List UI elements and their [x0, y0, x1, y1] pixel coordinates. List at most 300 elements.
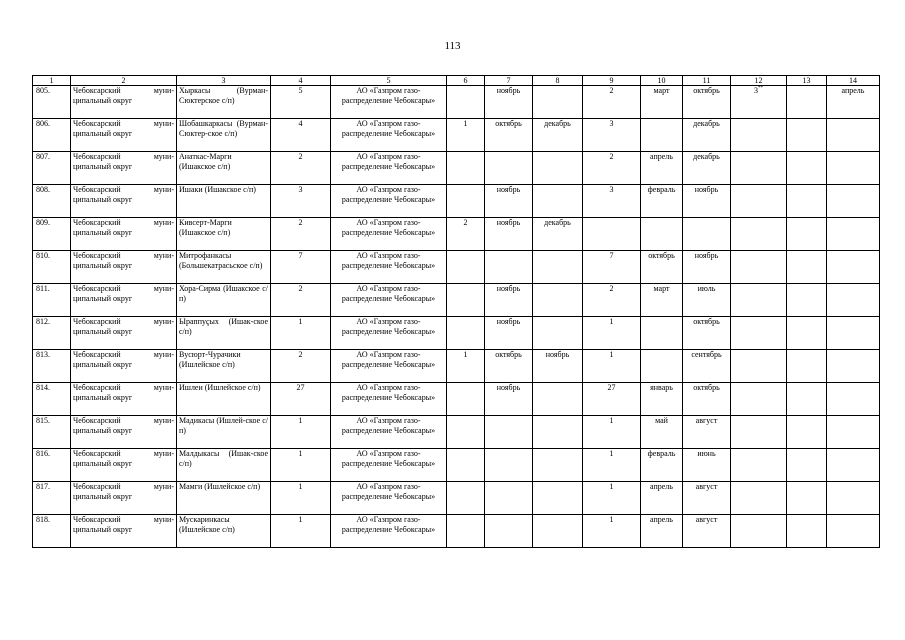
- settlement-cell: [177, 515, 271, 548]
- col7-cell: [485, 383, 533, 416]
- col9-cell: [583, 350, 641, 383]
- district-cell: [71, 515, 177, 548]
- col11-cell-text: октябрь: [693, 317, 720, 326]
- col14-cell-text: апрель: [841, 86, 865, 95]
- district-cell: [71, 449, 177, 482]
- households-cell-text: 3: [298, 185, 303, 194]
- col7-cell-text: ноябрь: [496, 218, 521, 227]
- col7-cell-text: октябрь: [495, 119, 522, 128]
- organization-cell-text: АО «Газпром газо-распределение Чебоксары»: [341, 152, 436, 171]
- col7-cell: [485, 515, 533, 548]
- col8-cell: [533, 416, 583, 449]
- organization-cell-text: АО «Газпром газо-распределение Чебоксары»: [341, 515, 436, 534]
- col11-cell-text: ноябрь: [694, 251, 719, 260]
- settlement-cell-text: Ишаки (Ишакское с/п): [179, 185, 256, 194]
- col7-cell: [485, 119, 533, 152]
- organization-cell: [331, 416, 447, 449]
- col6-cell: [447, 86, 485, 119]
- row-number-text: 817.: [36, 482, 50, 491]
- column-number: 4: [271, 76, 331, 86]
- col12-cell: [731, 350, 787, 383]
- row-number: [33, 251, 71, 284]
- col7-cell: [485, 86, 533, 119]
- col11-cell-text: август: [695, 416, 718, 425]
- col10-cell-text: апрель: [650, 482, 673, 491]
- col9-cell: [583, 218, 641, 251]
- column-number: 10: [641, 76, 683, 86]
- row-number: [33, 350, 71, 383]
- organization-cell: [331, 152, 447, 185]
- col8-cell: [533, 350, 583, 383]
- col13-cell: [787, 449, 827, 482]
- district-cell: [71, 383, 177, 416]
- row-number-text: 812.: [36, 317, 50, 326]
- col8-cell-text: декабрь: [544, 218, 571, 227]
- col6-cell: [447, 284, 485, 317]
- col10-cell: [641, 218, 683, 251]
- organization-cell: [331, 383, 447, 416]
- col6-cell-text: 2: [463, 218, 468, 227]
- col9-cell: [583, 251, 641, 284]
- households-cell-text: 2: [298, 152, 303, 161]
- district-cell-text: Чебоксарский муни-ципальный округ: [73, 482, 174, 501]
- col6-cell: [447, 416, 485, 449]
- col11-cell: [683, 251, 731, 284]
- column-number: 9: [583, 76, 641, 86]
- col9-cell-text: 1: [609, 350, 614, 359]
- col8-cell: [533, 251, 583, 284]
- col12-cell: [731, 119, 787, 152]
- col7-cell-text: ноябрь: [496, 185, 521, 194]
- settlement-cell-text: Малдыкасы (Ишак-ское с/п): [179, 449, 268, 468]
- column-number: 7: [485, 76, 533, 86]
- settlement-cell-text: Мамги (Ишлейское с/п): [179, 482, 261, 491]
- settlement-cell: [177, 383, 271, 416]
- settlement-cell-text: Вусюрт-Чурачики (Ишлейское с/п): [179, 350, 241, 369]
- col13-cell: [787, 185, 827, 218]
- table-row: [33, 86, 880, 119]
- row-number: [33, 152, 71, 185]
- households-cell-text: 1: [298, 515, 303, 524]
- col13-cell: [787, 86, 827, 119]
- col14-cell: [827, 152, 880, 185]
- col12-cell: [731, 284, 787, 317]
- col13-cell: [787, 350, 827, 383]
- col10-cell: [641, 185, 683, 218]
- households-cell-text: 1: [298, 482, 303, 491]
- col9-cell-text: 7: [609, 251, 614, 260]
- households-cell: [271, 152, 331, 185]
- organization-cell-text: АО «Газпром газо-распределение Чебоксары»: [341, 185, 436, 204]
- col8-cell-text: декабрь: [544, 119, 571, 128]
- households-cell-text: 1: [298, 317, 303, 326]
- settlement-cell-text: Ыраппуҫых (Ишак-ское с/п): [179, 317, 268, 336]
- col13-cell: [787, 383, 827, 416]
- table-row: [33, 317, 880, 350]
- district-cell: [71, 218, 177, 251]
- col11-cell-text: октябрь: [693, 383, 720, 392]
- col9-cell-text: 2: [609, 284, 614, 293]
- col11-cell-text: июнь: [697, 449, 716, 458]
- data-table: [32, 75, 880, 548]
- col7-cell: [485, 416, 533, 449]
- settlement-cell: [177, 218, 271, 251]
- organization-cell-text: АО «Газпром газо-распределение Чебоксары»: [341, 449, 436, 468]
- col13-cell: [787, 152, 827, 185]
- col6-cell: [447, 350, 485, 383]
- district-cell-text: Чебоксарский муни-ципальный округ: [73, 218, 174, 237]
- organization-cell: [331, 119, 447, 152]
- row-number: [33, 515, 71, 548]
- households-cell: [271, 482, 331, 515]
- organization-cell: [331, 515, 447, 548]
- col6-cell: [447, 317, 485, 350]
- row-number: [33, 482, 71, 515]
- col8-cell: [533, 317, 583, 350]
- district-cell-text: Чебоксарский муни-ципальный округ: [73, 317, 174, 336]
- organization-cell-text: АО «Газпром газо-распределение Чебоксары»: [341, 416, 436, 435]
- column-number: 2: [71, 76, 177, 86]
- col7-cell-text: ноябрь: [496, 86, 521, 95]
- organization-cell-text: АО «Газпром газо-распределение Чебоксары»: [341, 218, 436, 237]
- row-number-text: 811.: [36, 284, 50, 293]
- table-row: [33, 449, 880, 482]
- col9-cell-text: 3: [609, 119, 614, 128]
- col10-cell: [641, 119, 683, 152]
- organization-cell: [331, 317, 447, 350]
- col9-cell: [583, 482, 641, 515]
- col6-cell: [447, 185, 485, 218]
- households-cell-text: 1: [298, 416, 303, 425]
- organization-cell: [331, 482, 447, 515]
- col6-cell: [447, 383, 485, 416]
- col10-cell-text: апрель: [650, 515, 673, 524]
- col9-cell: [583, 119, 641, 152]
- page-number: 113: [444, 40, 461, 52]
- organization-cell: [331, 185, 447, 218]
- col13-cell: [787, 218, 827, 251]
- col10-cell: [641, 449, 683, 482]
- row-number: [33, 449, 71, 482]
- col10-cell-text: апрель: [650, 152, 673, 161]
- col10-cell-text: март: [653, 284, 670, 293]
- col14-cell: [827, 482, 880, 515]
- col7-cell: [485, 185, 533, 218]
- col13-cell: [787, 416, 827, 449]
- col8-cell: [533, 383, 583, 416]
- col14-cell: [827, 515, 880, 548]
- organization-cell: [331, 350, 447, 383]
- households-cell-text: 27: [296, 383, 305, 392]
- col11-cell: [683, 284, 731, 317]
- column-number: 6: [447, 76, 485, 86]
- col9-cell-text: 27: [607, 383, 616, 392]
- col7-cell: [485, 317, 533, 350]
- households-cell: [271, 317, 331, 350]
- col12-cell: [731, 185, 787, 218]
- col10-cell: [641, 482, 683, 515]
- district-cell: [71, 482, 177, 515]
- col12-cell: [731, 416, 787, 449]
- col11-cell: [683, 350, 731, 383]
- organization-cell: [331, 218, 447, 251]
- district-cell-text: Чебоксарский муни-ципальный округ: [73, 119, 174, 138]
- settlement-cell-text: Шобашкаркасы (Вурман-Сюктер-ское с/п): [179, 119, 268, 138]
- col11-cell-text: октябрь: [693, 86, 720, 95]
- col13-cell: [787, 284, 827, 317]
- organization-cell-text: АО «Газпром газо-распределение Чебоксары»: [341, 350, 436, 369]
- district-cell-text: Чебоксарский муни-ципальный округ: [73, 383, 174, 402]
- col11-cell: [683, 317, 731, 350]
- col9-cell-text: 1: [609, 515, 614, 524]
- organization-cell: [331, 251, 447, 284]
- district-cell-text: Чебоксарский муни-ципальный округ: [73, 185, 174, 204]
- col12-cell: [731, 152, 787, 185]
- row-number: [33, 317, 71, 350]
- district-cell-text: Чебоксарский муни-ципальный округ: [73, 251, 174, 270]
- col7-cell: [485, 152, 533, 185]
- col7-cell: [485, 482, 533, 515]
- col7-cell-text: ноябрь: [496, 317, 521, 326]
- col7-cell-text: октябрь: [495, 350, 522, 359]
- col14-cell: [827, 185, 880, 218]
- col9-cell-text: 2: [609, 86, 614, 95]
- col11-cell: [683, 152, 731, 185]
- households-cell: [271, 350, 331, 383]
- col6-cell: [447, 482, 485, 515]
- col9-cell: [583, 416, 641, 449]
- col11-cell: [683, 449, 731, 482]
- district-cell-text: Чебоксарский муни-ципальный округ: [73, 284, 174, 303]
- col7-cell: [485, 284, 533, 317]
- col10-cell: [641, 515, 683, 548]
- settlement-cell: [177, 152, 271, 185]
- settlement-cell-text: Кивсерт-Марги (Ишакское с/п): [179, 218, 232, 237]
- col14-cell: [827, 86, 880, 119]
- district-cell: [71, 416, 177, 449]
- col8-cell: [533, 482, 583, 515]
- col8-cell: [533, 449, 583, 482]
- col12-cell: [731, 251, 787, 284]
- table-row: [33, 284, 880, 317]
- row-number-text: 809.: [36, 218, 50, 227]
- households-cell-text: 7: [298, 251, 303, 260]
- households-cell: [271, 218, 331, 251]
- households-cell: [271, 449, 331, 482]
- col10-cell: [641, 251, 683, 284]
- households-cell: [271, 515, 331, 548]
- column-number: 13: [787, 76, 827, 86]
- col11-cell: [683, 515, 731, 548]
- row-number-text: 818.: [36, 515, 50, 524]
- settlement-cell-text: Мадикасы (Ишлей-ское с/п): [179, 416, 268, 435]
- col14-cell: [827, 251, 880, 284]
- table-row: [33, 251, 880, 284]
- column-number: 12: [731, 76, 787, 86]
- col14-cell: [827, 449, 880, 482]
- column-number: 11: [683, 76, 731, 86]
- table-row: [33, 218, 880, 251]
- col10-cell-text: февраль: [647, 185, 676, 194]
- col11-cell: [683, 383, 731, 416]
- col14-cell: [827, 317, 880, 350]
- table-row: [33, 350, 880, 383]
- row-number-text: 810.: [36, 251, 50, 260]
- district-cell-text: Чебоксарский муни-ципальный округ: [73, 515, 174, 534]
- col6-cell: [447, 251, 485, 284]
- organization-cell-text: АО «Газпром газо-распределение Чебоксары»: [341, 119, 436, 138]
- households-cell-text: 2: [298, 218, 303, 227]
- col11-cell-text: август: [695, 515, 718, 524]
- col11-cell-text: июль: [697, 284, 716, 293]
- organization-cell: [331, 284, 447, 317]
- col8-cell: [533, 119, 583, 152]
- col8-cell-text: ноябрь: [545, 350, 570, 359]
- col11-cell: [683, 86, 731, 119]
- col13-cell: [787, 482, 827, 515]
- households-cell: [271, 251, 331, 284]
- district-cell-text: Чебоксарский муни-ципальный округ: [73, 416, 174, 435]
- settlement-cell: [177, 86, 271, 119]
- col6-cell: [447, 152, 485, 185]
- col8-cell: [533, 86, 583, 119]
- column-number: 3: [177, 76, 271, 86]
- col11-cell: [683, 185, 731, 218]
- settlement-cell-text: Хыркасы (Вурман-Сюктерское с/п): [179, 86, 268, 105]
- settlement-cell-text: Хора-Сирма (Ишакское с/п): [179, 284, 268, 303]
- settlement-cell: [177, 284, 271, 317]
- col12-cell: [731, 482, 787, 515]
- settlement-cell: [177, 482, 271, 515]
- settlement-cell-text: Митрофанкасы (Большекатрасьское с/п): [179, 251, 263, 270]
- col10-cell-text: май: [655, 416, 668, 425]
- organization-cell-text: АО «Газпром газо-распределение Чебоксары»: [341, 86, 436, 105]
- col10-cell: [641, 416, 683, 449]
- row-number-text: 813.: [36, 350, 50, 359]
- col13-cell: [787, 515, 827, 548]
- households-cell: [271, 185, 331, 218]
- col7-cell: [485, 251, 533, 284]
- row-number-text: 816.: [36, 449, 50, 458]
- col10-cell: [641, 284, 683, 317]
- col9-cell-text: 1: [609, 449, 614, 458]
- column-number: 14: [827, 76, 880, 86]
- col6-cell: [447, 515, 485, 548]
- col14-cell: [827, 119, 880, 152]
- district-cell-text: Чебоксарский муни-ципальный округ: [73, 449, 174, 468]
- settlement-cell: [177, 119, 271, 152]
- col7-cell-text: ноябрь: [496, 284, 521, 293]
- col8-cell: [533, 284, 583, 317]
- settlement-cell: [177, 251, 271, 284]
- col7-cell-text: ноябрь: [496, 383, 521, 392]
- col14-cell: [827, 416, 880, 449]
- row-number-text: 808.: [36, 185, 50, 194]
- col8-cell: [533, 218, 583, 251]
- col9-cell-text: 1: [609, 416, 614, 425]
- col13-cell: [787, 317, 827, 350]
- households-cell-text: 5: [298, 86, 303, 95]
- col9-cell-text: 1: [609, 482, 614, 491]
- col14-cell: [827, 218, 880, 251]
- col12-cell: [731, 383, 787, 416]
- col10-cell: [641, 317, 683, 350]
- organization-cell-text: АО «Газпром газо-распределение Чебоксары»: [341, 383, 436, 402]
- col10-cell-text: февраль: [647, 449, 676, 458]
- col9-cell: [583, 185, 641, 218]
- col11-cell-text: август: [695, 482, 718, 491]
- households-cell: [271, 383, 331, 416]
- row-number-text: 814.: [36, 383, 50, 392]
- households-cell: [271, 416, 331, 449]
- organization-cell: [331, 449, 447, 482]
- col10-cell-text: январь: [650, 383, 673, 392]
- col6-cell: [447, 119, 485, 152]
- col12-cell-text: 3: [754, 86, 758, 95]
- col11-cell: [683, 218, 731, 251]
- table-row: [33, 416, 880, 449]
- households-cell-text: 4: [298, 119, 303, 128]
- col9-cell: [583, 515, 641, 548]
- district-cell: [71, 317, 177, 350]
- col6-cell-text: 1: [463, 350, 468, 359]
- row-number: [33, 284, 71, 317]
- col11-cell: [683, 482, 731, 515]
- col9-cell: [583, 86, 641, 119]
- column-number: 1: [33, 76, 71, 86]
- col10-cell: [641, 86, 683, 119]
- table-row: [33, 482, 880, 515]
- col10-cell: [641, 350, 683, 383]
- col9-cell-text: 1: [609, 317, 614, 326]
- col11-cell: [683, 416, 731, 449]
- col9-cell: [583, 152, 641, 185]
- district-cell: [71, 185, 177, 218]
- col9-cell: [583, 449, 641, 482]
- col7-cell: [485, 449, 533, 482]
- district-cell: [71, 284, 177, 317]
- col12-cell: [731, 449, 787, 482]
- households-cell-text: 1: [298, 449, 303, 458]
- col8-cell: [533, 515, 583, 548]
- organization-cell-text: АО «Газпром газо-распределение Чебоксары»: [341, 284, 436, 303]
- col6-cell-text: 1: [463, 119, 468, 128]
- column-number-row: [33, 76, 880, 86]
- col10-cell-text: октябрь: [648, 251, 675, 260]
- organization-cell-text: АО «Газпром газо-распределение Чебоксары»: [341, 251, 436, 270]
- col10-cell: [641, 152, 683, 185]
- district-cell: [71, 86, 177, 119]
- district-cell: [71, 119, 177, 152]
- settlement-cell-text: Ишлеи (Ишлейское с/п): [179, 383, 261, 392]
- col9-cell: [583, 383, 641, 416]
- settlement-cell: [177, 185, 271, 218]
- table-row: [33, 119, 880, 152]
- col13-cell: [787, 251, 827, 284]
- row-number-text: 805.: [36, 86, 50, 95]
- district-cell: [71, 152, 177, 185]
- settlement-cell: [177, 317, 271, 350]
- table-row: [33, 152, 880, 185]
- organization-cell-text: АО «Газпром газо-распределение Чебоксары»: [341, 482, 436, 501]
- row-number: [33, 86, 71, 119]
- row-number: [33, 119, 71, 152]
- col10-cell-text: март: [653, 86, 670, 95]
- col9-cell-text: 3: [609, 185, 614, 194]
- district-cell: [71, 350, 177, 383]
- column-number: 8: [533, 76, 583, 86]
- row-number-text: 807.: [36, 152, 50, 161]
